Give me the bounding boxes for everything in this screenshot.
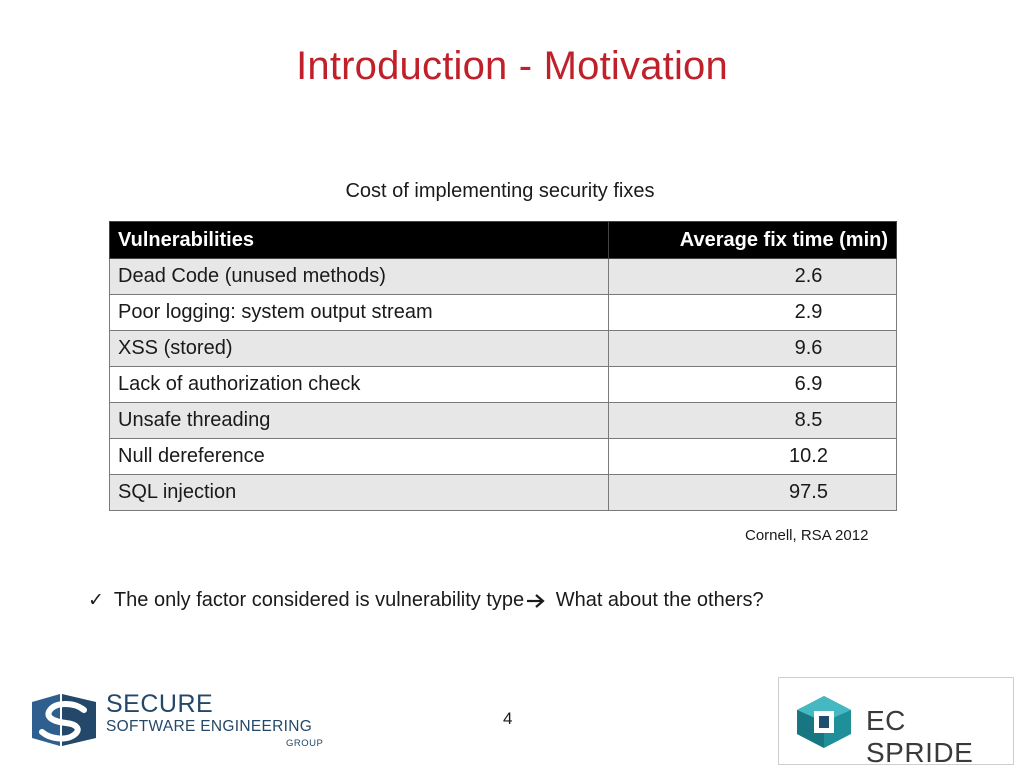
logo-left-line3: GROUP (286, 738, 324, 749)
header-vulnerabilities: Vulnerabilities (110, 222, 609, 259)
table-row (110, 295, 897, 331)
table-row (110, 475, 897, 511)
table-row (110, 331, 897, 367)
vulnerability-cell: SQL injection (110, 475, 609, 511)
page-number: 4 (503, 709, 513, 728)
table-header-row (110, 222, 897, 259)
fix-time-cell: 6.9 (609, 367, 897, 403)
bullet-point (88, 589, 764, 612)
checkmark-icon: ✓ (88, 590, 104, 611)
bullet-text-after: What about the others? (550, 589, 764, 611)
header-fix-time: Average fix time (min) (609, 222, 897, 259)
fix-time-cell: 9.6 (609, 331, 897, 367)
table-row (110, 439, 897, 475)
fix-time-cell: 97.5 (609, 475, 897, 511)
table-row (110, 403, 897, 439)
vulnerability-table (109, 221, 897, 511)
sse-swoosh-icon (26, 692, 100, 748)
right-arrow-icon (526, 593, 546, 609)
vulnerability-cell: Unsafe threading (110, 403, 609, 439)
logo-right-text: EC SPRIDE (866, 705, 974, 768)
bullet-text-before: The only factor considered is vulnerability type (113, 589, 525, 611)
fix-time-cell: 8.5 (609, 403, 897, 439)
table-source-note: Cornell, RSA 2012 (745, 527, 869, 544)
ec-spride-emblem-icon (795, 694, 853, 750)
fix-time-cell: 10.2 (609, 439, 897, 475)
table-row (110, 259, 897, 295)
vulnerability-cell: Lack of authorization check (110, 367, 609, 403)
logo-left-line2: SOFTWARE ENGINEERING (106, 718, 313, 735)
vulnerability-cell: Poor logging: system output stream (110, 295, 609, 331)
vulnerability-cell: XSS (stored) (110, 331, 609, 367)
table-row (110, 367, 897, 403)
table-caption: Cost of implementing security fixes (345, 180, 655, 202)
vulnerability-cell: Dead Code (unused methods) (110, 259, 609, 295)
logo-left-line1: SECURE (106, 690, 214, 718)
vulnerability-cell: Null dereference (110, 439, 609, 475)
slide-title: Introduction - Motivation (296, 44, 728, 88)
sse-group-logo (26, 690, 336, 752)
fix-time-cell: 2.6 (609, 259, 897, 295)
fix-time-cell: 2.9 (609, 295, 897, 331)
ec-spride-logo (778, 677, 1014, 768)
